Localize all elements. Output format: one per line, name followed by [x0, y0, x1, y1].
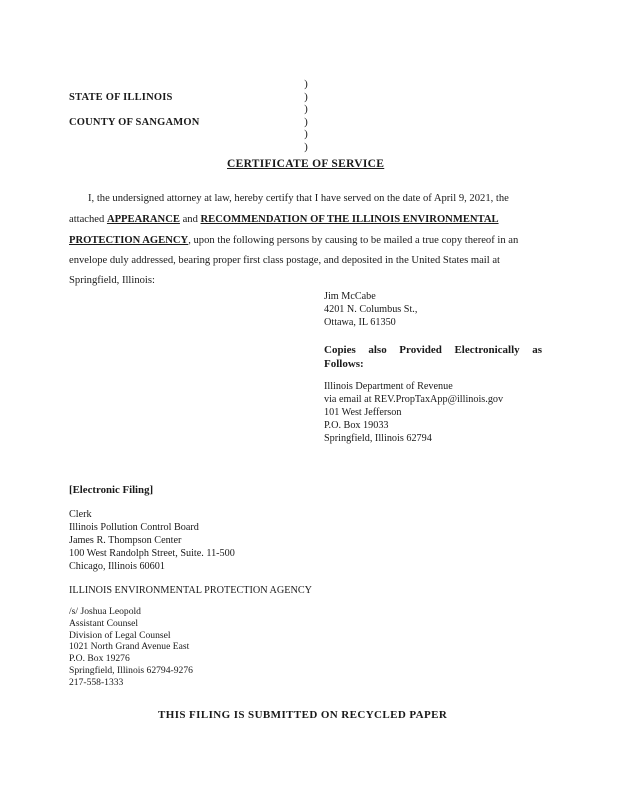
appearance-doc-title: APPEARANCE [106, 214, 180, 225]
paren: ) [304, 78, 308, 90]
paren: ) [304, 90, 308, 103]
agency-name: ILLINOIS ENVIRONMENTAL PROTECTION AGENCY [69, 585, 313, 596]
address-line: 217-558-1333 [69, 676, 124, 688]
caption-parentheses [302, 78, 310, 153]
address-line: P.O. Box 19276 [69, 653, 130, 665]
copies-heading-line: Copies also Provided Electronically as [324, 344, 542, 356]
address-line: Division of Legal Counsel [69, 629, 171, 641]
electronic-copy-address [324, 380, 503, 445]
body-line-3 [69, 235, 518, 246]
signature-line: /s/ Joshua Leopold [69, 606, 141, 617]
address-line: James R. Thompson Center [69, 535, 182, 546]
body-text: and [179, 214, 201, 225]
paren: ) [304, 140, 308, 153]
address-line: 100 West Randolph Street, Suite. 11-500 [69, 548, 235, 559]
address-line: Springfield, Illinois 62794 [324, 433, 432, 444]
address-line: 1021 North Grand Avenue East [69, 641, 190, 653]
address-line: Chicago, Illinois 60601 [69, 561, 165, 572]
recycled-paper-note: THIS FILING IS SUBMITTED ON RECYCLED PAPER [158, 709, 448, 721]
body-line-2 [69, 214, 499, 225]
copies-heading [324, 343, 542, 371]
address-line: P.O. Box 19033 [324, 420, 389, 431]
address-line: Clerk [69, 509, 92, 520]
address-line: 101 West Jefferson [324, 407, 402, 418]
address-line: 4201 N. Columbus St., [324, 304, 418, 315]
certificate-title: CERTIFICATE OF SERVICE [227, 158, 385, 170]
body-text: , upon the following persons by causing to be mailed a true copy thereof in an [188, 235, 519, 246]
recommendation-doc-title: RECOMMENDATION OF THE ILLINOIS ENVIRONMENTAL [200, 214, 499, 225]
address-line: via email at REV.PropTaxApp@illinois.gov [324, 394, 504, 405]
body-line-4: envelope duly addressed, bearing proper first class postage, and deposited in the United States mail at [69, 255, 500, 266]
agency-doc-title: PROTECTION AGENCY [69, 235, 189, 246]
address-line: Illinois Department of Revenue [324, 381, 453, 392]
address-line: Assistant Counsel [69, 617, 139, 629]
body-line-5: Springfield, Illinois: [69, 275, 155, 286]
copies-heading-line: Follows: [324, 358, 364, 370]
address-line: Jim McCabe [324, 291, 376, 302]
body-line-1: I, the undersigned attorney at law, hereby certify that I have served on the date of April 9, 2021, the [88, 193, 509, 204]
recipient-address [324, 290, 417, 329]
state-label: STATE OF ILLINOIS [69, 92, 173, 103]
body-text: attached [69, 214, 107, 225]
signature-block [69, 606, 193, 689]
paren: ) [304, 115, 308, 128]
electronic-filing-label: [Electronic Filing] [69, 484, 154, 496]
paren: ) [304, 128, 308, 140]
clerk-address [69, 508, 235, 573]
county-label: COUNTY OF SANGAMON [69, 117, 200, 128]
paren: ) [304, 103, 308, 115]
address-line: Illinois Pollution Control Board [69, 522, 199, 533]
address-line: Ottawa, IL 61350 [324, 317, 396, 328]
address-line: Springfield, Illinois 62794-9276 [69, 664, 193, 676]
